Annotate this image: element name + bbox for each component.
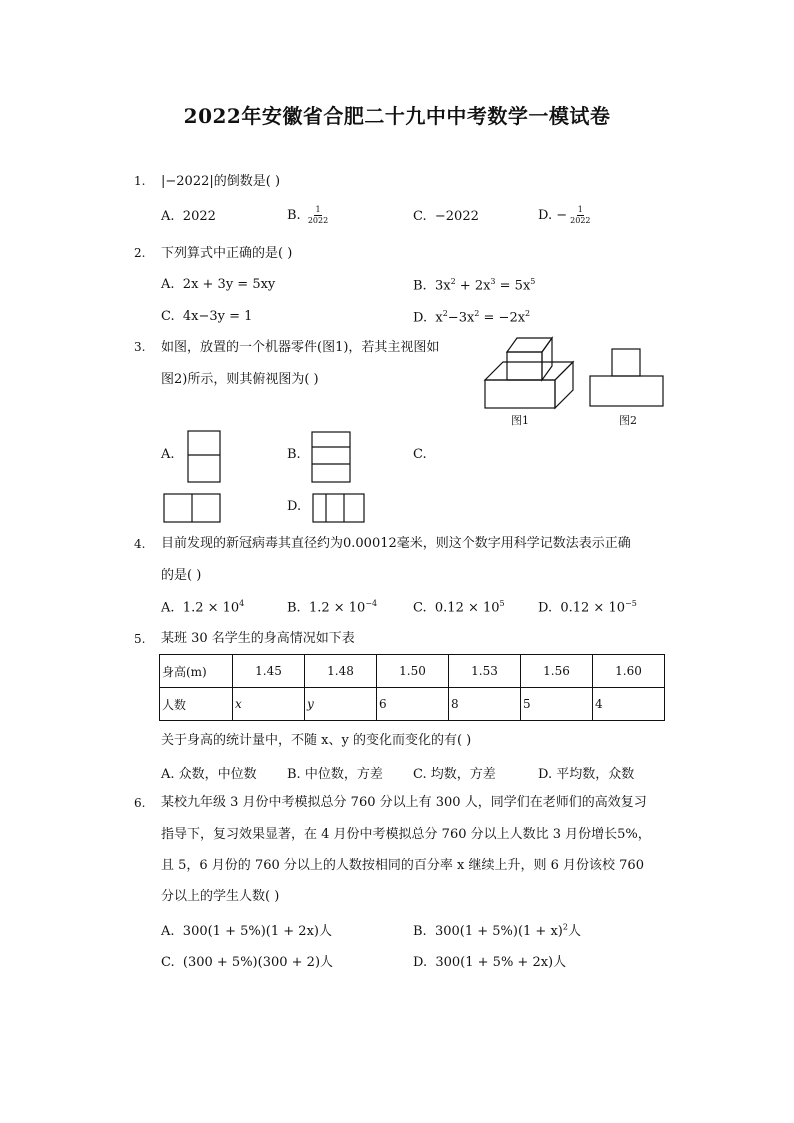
exponent: 2	[442, 309, 448, 318]
q3-option-d-label: D.	[287, 499, 302, 514]
question-number-5: 5.	[134, 632, 146, 646]
q4-option-b	[287, 599, 377, 615]
table-cell: 6	[377, 688, 449, 721]
q3-option-b-figure	[311, 431, 351, 485]
option-label: A.	[161, 277, 175, 292]
question-number-4: 4.	[134, 537, 146, 551]
exponent: 2	[474, 309, 480, 318]
option-label: B.	[413, 278, 427, 294]
option-text: 0.12 × 10	[560, 600, 626, 616]
option-label: D.	[538, 208, 553, 223]
option-text: 人	[567, 924, 581, 939]
option-label: D.	[413, 955, 428, 970]
q1-option-c	[413, 209, 479, 224]
question-6-line-4: 分以上的学生人数( )	[161, 889, 280, 904]
expr: −3x	[447, 310, 475, 326]
q4-option-d	[538, 599, 637, 615]
option-label: D.	[413, 310, 428, 326]
exponent: −5	[625, 599, 637, 608]
fraction	[308, 205, 328, 226]
option-label: D.	[538, 600, 553, 616]
option-text: 1.2 × 10	[308, 600, 366, 616]
table-cell: y	[305, 688, 377, 721]
exponent: −4	[365, 599, 378, 608]
exponent: 2	[450, 277, 456, 286]
expr: = 5x	[495, 278, 531, 294]
question-4-line-2: 的是( )	[161, 568, 202, 583]
option-text: 1.2 × 10	[182, 600, 240, 616]
q1-option-b	[287, 205, 328, 226]
figure-2-front-view	[589, 347, 665, 407]
question-6-line-3: 且 5，6 月份的 760 分以上的人数按相同的百分率 x 继续上升，则 6 月份该校 760	[161, 858, 644, 873]
q6-option-a	[161, 920, 332, 939]
fraction	[570, 205, 590, 226]
expr: 3x	[434, 278, 451, 294]
q6-option-b	[413, 920, 581, 939]
figure-1-machine-part	[480, 328, 580, 410]
table-row	[160, 688, 665, 721]
q5-option-c: C. 均数，方差	[413, 767, 496, 782]
q3-option-d-figure	[312, 493, 366, 524]
option-text: 300(1 + 5% + 2x)人	[435, 955, 567, 970]
option-label: C.	[413, 209, 427, 224]
exponent: 3	[490, 277, 496, 286]
q2-option-d	[413, 309, 530, 325]
exponent: 5	[530, 277, 536, 286]
option-label: A.	[161, 209, 175, 224]
table-cell: 5	[521, 688, 593, 721]
question-6-line-1: 某校九年级 3 月份中考模拟总分 760 分以上有 300 人，同学们在老师们的高效复习	[161, 795, 647, 810]
question-number-3: 3.	[134, 340, 146, 354]
expr: + 2x	[455, 278, 491, 294]
q5-option-d: D. 平均数，众数	[538, 767, 635, 782]
table-cell: 4	[593, 688, 665, 721]
option-text: 4x−3y = 1	[182, 309, 253, 324]
fraction-denominator: 2022	[570, 216, 591, 225]
q4-option-a	[161, 599, 244, 615]
q3-option-a-label: A.	[161, 447, 175, 462]
q2-option-b	[413, 277, 535, 293]
fraction-denominator: 2022	[307, 216, 329, 225]
question-2-stem: 下列算式中正确的是( )	[161, 246, 293, 261]
q3-option-c-label: C.	[413, 447, 427, 462]
option-text: 0.12 × 10	[434, 600, 500, 616]
table-cell: 1.45	[233, 655, 305, 688]
question-5-stem: 某班 30 名学生的身高情况如下表	[161, 631, 355, 646]
q6-option-c	[161, 951, 333, 970]
fraction-numerator: 1	[577, 205, 583, 214]
q3-option-b-label: B.	[287, 447, 301, 462]
figure-2-caption: 图2	[619, 414, 637, 427]
table-header-cell: 人数	[160, 688, 233, 721]
table-header-cell: 身高(m)	[160, 655, 233, 688]
q3-option-a-figure	[187, 430, 221, 484]
height-table	[159, 654, 665, 721]
option-text: 2x + 3y = 5xy	[182, 277, 276, 292]
page-title: 2022年安徽省合肥二十九中中考数学一模试卷	[183, 104, 611, 128]
table-cell: x	[233, 688, 305, 721]
q1-option-a	[161, 209, 216, 224]
option-label: C.	[161, 309, 175, 324]
q2-option-c	[161, 309, 252, 324]
exponent: 2	[525, 309, 531, 318]
exponent: 2	[562, 922, 568, 932]
q5-option-a: A. 众数，中位数	[161, 767, 257, 782]
table-cell: 1.56	[521, 655, 593, 688]
minus-sign: −	[556, 208, 568, 223]
q2-option-a	[161, 277, 275, 292]
figure-1-caption: 图1	[511, 414, 529, 427]
q3-option-c-figure	[163, 493, 221, 524]
option-label: A.	[161, 924, 175, 939]
table-row	[160, 655, 665, 688]
question-1-stem: |−2022|的倒数是( )	[161, 174, 281, 189]
expr: x	[435, 310, 443, 326]
q6-option-d	[413, 951, 566, 970]
table-cell: 1.50	[377, 655, 449, 688]
question-3-line-1: 如图，放置的一个机器零件(图1)，若其主视图如	[161, 340, 440, 355]
q5-option-b: B. 中位数，方差	[287, 767, 383, 782]
table-cell: 1.48	[305, 655, 377, 688]
question-5-question: 关于身高的统计量中，不随 x、y 的变化而变化的有( )	[161, 733, 472, 748]
option-text: (300 + 5%)(300 + 2)人	[182, 955, 334, 970]
option-label: B.	[287, 208, 301, 223]
q4-option-c	[413, 599, 505, 615]
question-4-line-1: 目前发现的新冠病毒其直径约为0.00012毫米，则这个数字用科学记数法表示正确	[161, 536, 631, 551]
question-3-line-2: 图2)所示，则其俯视图为( )	[161, 372, 319, 387]
exponent: 4	[239, 599, 245, 608]
option-label: B.	[287, 600, 301, 616]
fraction-numerator: 1	[315, 205, 321, 214]
question-number-2: 2.	[134, 246, 146, 260]
expr: = −2x	[479, 310, 526, 326]
option-label: B.	[413, 924, 427, 939]
exponent: 5	[499, 599, 505, 608]
option-label: C.	[413, 600, 427, 616]
option-text: 2022	[182, 209, 216, 224]
option-text: 300(1 + 5%)(1 + 2x)人	[182, 924, 332, 939]
table-cell: 1.60	[593, 655, 665, 688]
option-label: A.	[161, 600, 175, 616]
q1-option-d	[538, 205, 591, 226]
option-text: −2022	[434, 209, 479, 224]
question-number-1: 1.	[134, 174, 146, 188]
question-number-6: 6.	[134, 796, 146, 810]
table-cell: 8	[449, 688, 521, 721]
question-6-line-2: 指导下，复习效果显著，在 4 月份中考模拟总分 760 分以上人数比 3 月份增长5%，	[161, 827, 651, 842]
option-label: C.	[161, 955, 175, 970]
table-cell: 1.53	[449, 655, 521, 688]
option-text: 300(1 + 5%)(1 + x)	[434, 924, 563, 939]
